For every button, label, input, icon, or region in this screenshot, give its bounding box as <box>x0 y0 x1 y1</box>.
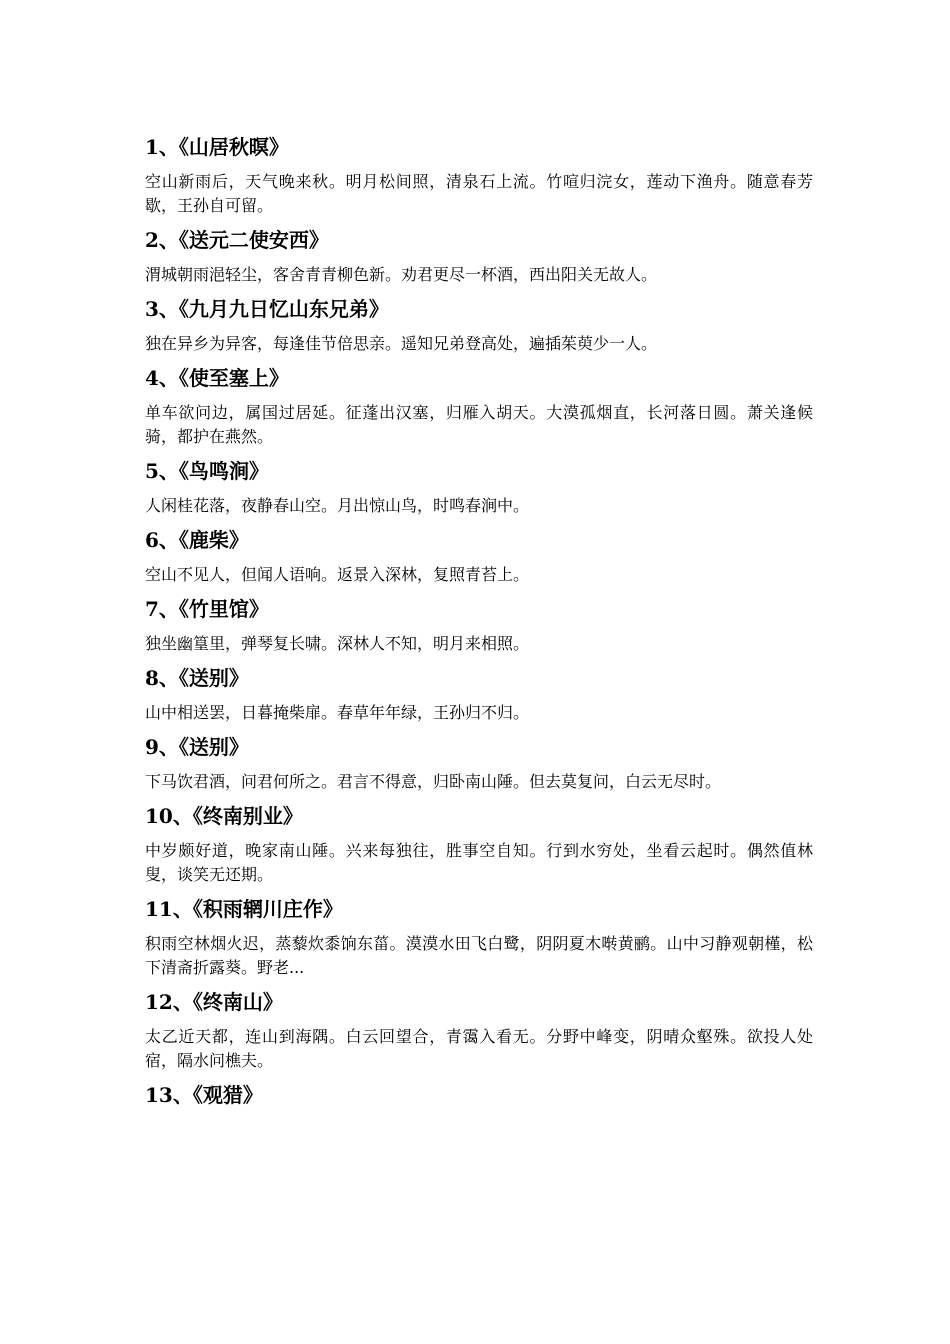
poem-title: 12、《终南山》 <box>145 990 283 1014</box>
poem-title: 11、《积雨辋川庄作》 <box>145 897 343 921</box>
poem-entry <box>145 663 813 725</box>
poem-text: 积雨空林烟火迟，蒸藜炊黍饷东菑。漠漠水田飞白鹭，阴阴夏木啭黄鹂。山中习静观朝槿，松下清斋折露葵。野老... <box>145 934 813 977</box>
poem-entry <box>145 525 813 587</box>
poem-text: 独坐幽篁里，弹琴复长啸。深林人不知，明月来相照。 <box>145 634 530 653</box>
document-page <box>145 132 813 1118</box>
poem-entry <box>145 225 813 287</box>
poem-text: 中岁颇好道，晚家南山陲。兴来每独往，胜事空自知。行到水穷处，坐看云起时。偶然值林叟，谈笑无还期。 <box>145 841 813 884</box>
poem-text: 空山不见人，但闻人语响。返景入深林，复照青苔上。 <box>145 565 530 584</box>
poem-title: 8、《送别》 <box>145 666 249 690</box>
poem-title: 4、《使至塞上》 <box>145 366 289 390</box>
poem-entry <box>145 894 813 980</box>
poem-text: 太乙近天都，连山到海隅。白云回望合，青霭入看无。分野中峰变，阴晴众壑殊。欲投人处宿，隔水问樵夫。 <box>145 1027 813 1070</box>
poem-entry <box>145 363 813 449</box>
poem-entry <box>145 1080 813 1110</box>
poem-text: 独在异乡为异客，每逢佳节倍思亲。遥知兄弟登高处，遍插茱萸少一人。 <box>145 334 658 353</box>
poem-entry <box>145 801 813 887</box>
poem-text: 下马饮君酒，问君何所之。君言不得意，归卧南山陲。但去莫复问，白云无尽时。 <box>145 772 722 791</box>
poem-entry <box>145 594 813 656</box>
poem-entry <box>145 732 813 794</box>
poem-title: 6、《鹿柴》 <box>145 528 249 552</box>
poem-text: 空山新雨后，天气晚来秋。明月松间照，清泉石上流。竹喧归浣女，莲动下渔舟。随意春芳歇，王孙自可留。 <box>145 172 813 215</box>
poem-title: 5、《鸟鸣涧》 <box>145 459 269 483</box>
poem-entry <box>145 987 813 1073</box>
poem-text: 渭城朝雨浥轻尘，客舍青青柳色新。劝君更尽一杯酒，西出阳关无故人。 <box>145 265 658 284</box>
poem-title: 13、《观猎》 <box>145 1083 263 1107</box>
poem-entry <box>145 456 813 518</box>
poem-title: 2、《送元二使安西》 <box>145 228 329 252</box>
poem-title: 9、《送别》 <box>145 735 249 759</box>
poem-entry <box>145 132 813 218</box>
poem-text: 人闲桂花落，夜静春山空。月出惊山鸟，时鸣春涧中。 <box>145 496 530 515</box>
poem-title: 10、《终南别业》 <box>145 804 303 828</box>
poem-text: 单车欲问边，属国过居延。征蓬出汉塞，归雁入胡天。大漠孤烟直，长河落日圆。萧关逢候骑，都护在燕然。 <box>145 403 813 446</box>
poem-text: 山中相送罢，日暮掩柴扉。春草年年绿，王孙归不归。 <box>145 703 530 722</box>
poem-title: 7、《竹里馆》 <box>145 597 269 621</box>
poem-title: 3、《九月九日忆山东兄弟》 <box>145 297 389 321</box>
poem-entry <box>145 294 813 356</box>
poem-title: 1、《山居秋暝》 <box>145 135 289 159</box>
